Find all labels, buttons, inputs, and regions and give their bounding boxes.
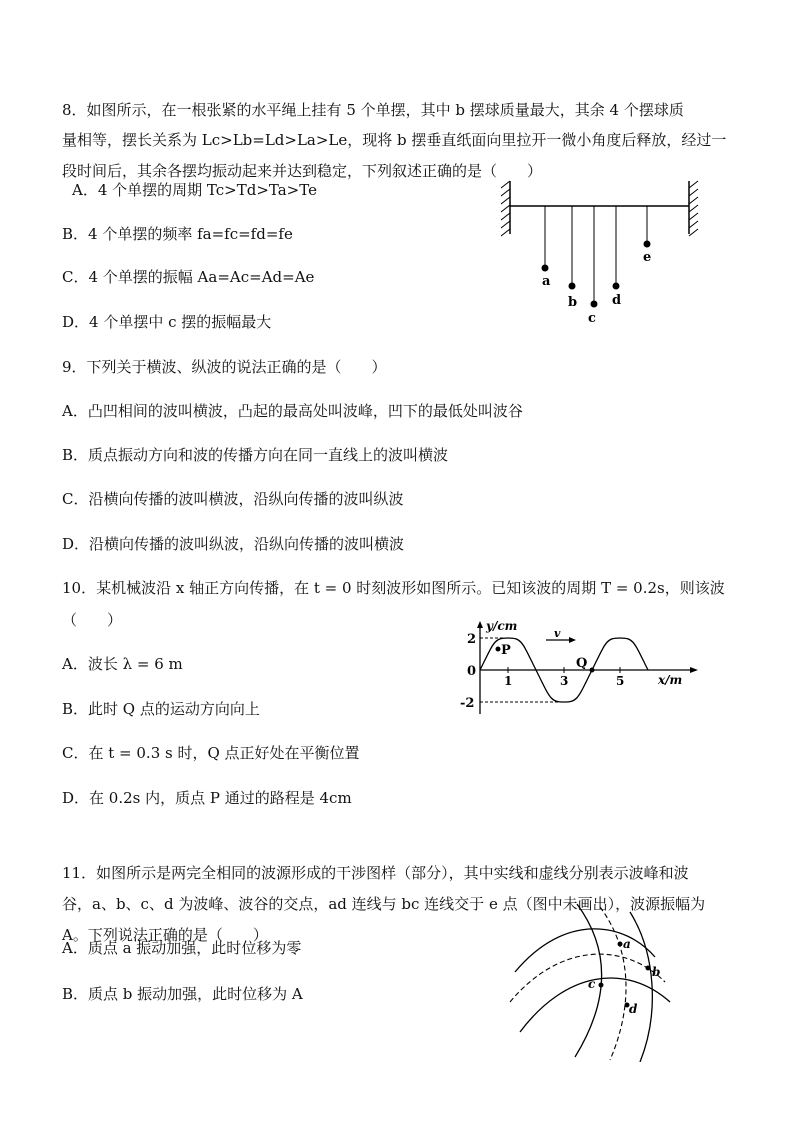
q8-option-c: C．4 个单摆的振幅 Aa=Ac=Ad=Ae <box>62 268 315 286</box>
q10-option-c: C．在 t = 0.3 s 时，Q 点正好处在平衡位置 <box>62 744 360 762</box>
q10-option-d: D．在 0.2s 内，质点 P 通过的路程是 4cm <box>62 789 352 807</box>
pendulum-label-e: e <box>643 250 652 265</box>
pendulum-label-a: a <box>542 274 551 289</box>
pendulum-figure <box>495 176 705 326</box>
y-tick-2: 2 <box>467 632 477 647</box>
point-q-marker <box>590 668 595 673</box>
point-a-label: a <box>623 937 631 951</box>
q10-option-a: A．波长 λ = 6 m <box>62 655 183 673</box>
point-b-marker <box>646 966 651 971</box>
x-axis-label: x/m <box>658 673 683 687</box>
q11-option-a: A．质点 a 振动加强，此时位移为零 <box>62 939 302 957</box>
q11-option-b: B．质点 b 振动加强，此时位移为 A <box>62 985 303 1003</box>
q10-stem-line1: 10．某机械波沿 x 轴正方向传播，在 t = 0 时刻波形如图所示。已知该波的周期 T = 0.2s，则该波 <box>62 579 725 597</box>
y-tick-0: 0 <box>467 664 477 679</box>
q8-option-a: A．4 个单摆的周期 Tc>Td>Ta>Te <box>72 181 317 199</box>
point-p-marker <box>496 647 501 652</box>
q11-stem-line3: A。下列说法正确的是（ ） <box>62 926 268 944</box>
pendulum-label-d: d <box>612 293 622 308</box>
q9-option-d: D．沿横向传播的波叫纵波，沿纵向传播的波叫横波 <box>62 535 405 553</box>
y-tick-neg2: -2 <box>460 696 475 711</box>
q8-stem-line2: 量相等，摆长关系为 Lc>Lb=Ld>La>Le，现将 b 摆垂直纸面向里拉开一微小角度后释放，经过一 <box>62 131 727 149</box>
q9-stem: 9．下列关于横波、纵波的说法正确的是（ ） <box>62 358 387 376</box>
point-p-label: P <box>501 643 511 658</box>
q9-option-c: C．沿横向传播的波叫横波，沿纵向传播的波叫纵波 <box>62 490 404 508</box>
wave-graph <box>450 618 700 718</box>
interference-figure <box>505 902 680 1062</box>
q9-option-b: B．质点振动方向和波的传播方向在同一直线上的波叫横波 <box>62 446 449 464</box>
q11-stem-line1: 11．如图所示是两完全相同的波源形成的干涉图样（部分），其中实线和虚线分别表示波峰和波 <box>62 864 689 882</box>
q8-option-d: D．4 个单摆中 c 摆的振幅最大 <box>62 313 272 331</box>
x-tick-3: 3 <box>560 674 569 688</box>
q11-stem-line2: 谷，a、b、c、d 为波峰、波谷的交点，ad 连线与 bc 连线交于 e 点（图中未画出），波源振幅为 <box>62 895 706 913</box>
q8-stem-line1: 8．如图所示，在一根张紧的水平绳上挂有 5 个单摆，其中 b 摆球质量最大，其余 4 个摆球质 <box>62 101 684 119</box>
point-b-label: b <box>652 965 661 979</box>
point-d-label: d <box>629 1002 638 1016</box>
q8-option-b: B．4 个单摆的频率 fa=fc=fd=fe <box>62 225 293 243</box>
point-c-label: c <box>588 977 596 991</box>
point-q-label: Q <box>576 656 588 671</box>
pendulum-label-c: c <box>588 311 596 326</box>
x-tick-1: 1 <box>504 674 513 688</box>
q10-stem-line2: （ ） <box>62 611 123 629</box>
velocity-label: v <box>554 627 561 640</box>
q9-option-a: A．凸凹相间的波叫横波，凸起的最高处叫波峰，凹下的最低处叫波谷 <box>62 402 523 420</box>
q8-stem-line3: 段时间后，其余各摆均振动起来并达到稳定，下列叙述正确的是（ ） <box>62 162 543 180</box>
q10-option-b: B．此时 Q 点的运动方向向上 <box>62 700 260 718</box>
x-tick-5: 5 <box>616 674 625 688</box>
pendulum-label-b: b <box>568 295 578 310</box>
y-axis-label: y/cm <box>486 619 518 633</box>
point-a-marker <box>618 942 623 947</box>
point-c-marker <box>599 983 604 988</box>
